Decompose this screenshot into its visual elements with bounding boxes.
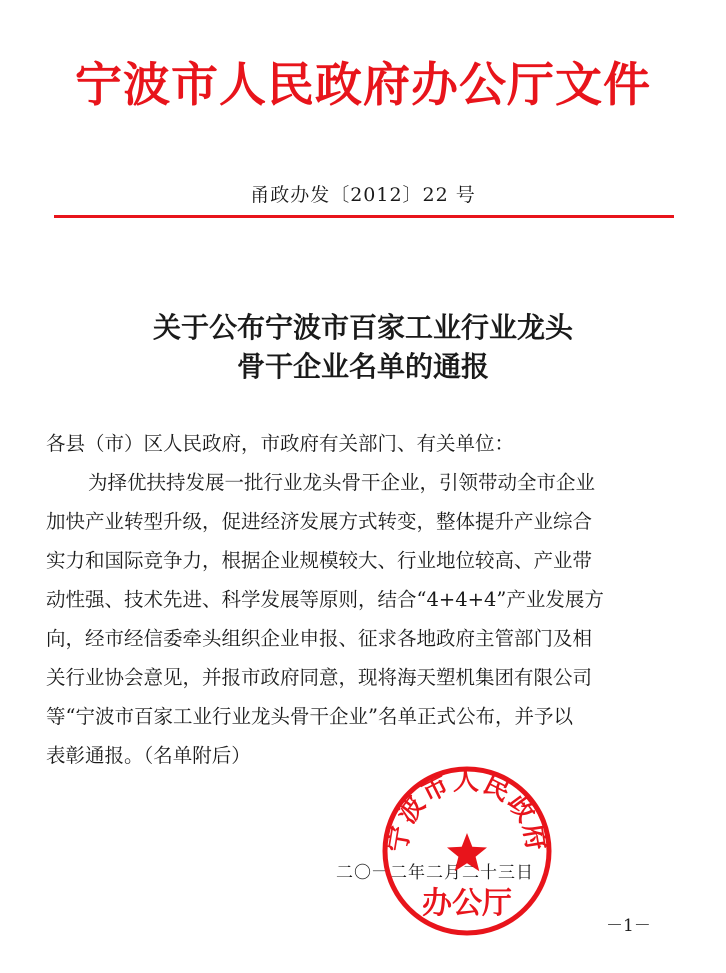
body-line: 表彰通报。（名单附后） — [46, 744, 251, 767]
seal-inner-text: 办公厅 — [422, 886, 512, 921]
notice-title-line-1: 关于公布宁波市百家工业行业龙头 — [152, 311, 573, 344]
body-line: 实力和国际竞争力，根据企业规模较大、行业地位较高、产业带 — [46, 549, 593, 572]
seal-arc-text: 宁波市人民政府 — [382, 766, 552, 855]
body-line: 等“宁波市百家工业行业龙头骨干企业”名单正式公布，并予以 — [46, 705, 573, 728]
header-title: 宁波市人民政府办公厅文件 — [75, 58, 651, 113]
official-seal — [381, 765, 553, 937]
body-line: 动性强、技术先进、科学发展等原则，结合“4+4+4”产业发展方 — [46, 588, 604, 611]
page-number: －1－ — [606, 916, 651, 936]
body-line: 关行业协会意见，并报市政府同意，现将海天塑机集团有限公司 — [46, 666, 593, 689]
red-divider — [54, 215, 674, 218]
body-line: 向，经市经信委牵头组织企业申报、征求各地政府主管部门及相 — [46, 627, 593, 650]
notice-title-line-2: 骨干企业名单的通报 — [236, 350, 489, 383]
body-line: 为择优扶持发展一批行业龙头骨干企业，引领带动全市企业 — [88, 471, 596, 494]
salutation: 各县（市）区人民政府，市政府有关部门、有关单位： — [46, 432, 515, 455]
body-line: 加快产业转型升级，促进经济发展方式转变，整体提升产业综合 — [46, 510, 593, 533]
document-date: 二〇一二年二月二十三日 — [336, 863, 534, 883]
seal-star-icon — [447, 833, 487, 871]
document-number: 甬政办发〔2012〕22 号 — [250, 184, 476, 206]
